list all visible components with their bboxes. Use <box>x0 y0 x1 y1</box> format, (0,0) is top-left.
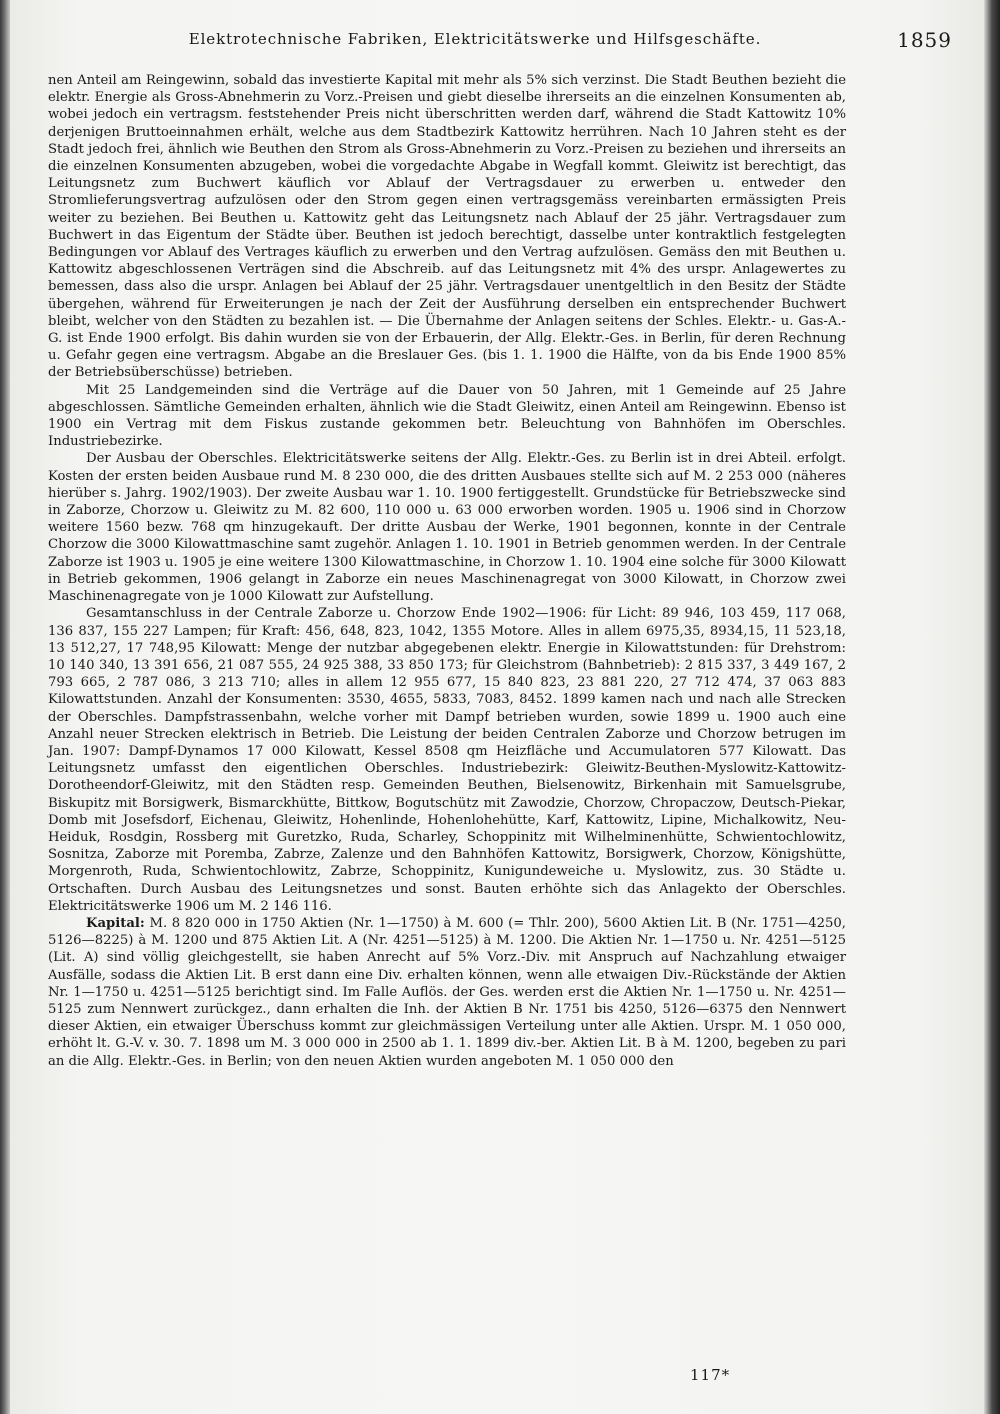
page-number: 1859 <box>897 28 952 52</box>
paragraph: nen Anteil am Reingewinn, sobald das investierte Kapital mit mehr als 5% sich verzinst. Die Stadt Beuthen bezieht die elektr. Energie als Gross-Abnehmerin zu Vorz.-Preisen und giebt dieselbe ihrerseits an die einzelnen Konsumenten ab, wobei jedoch ein vertragsm. feststehender Preis nicht überschritten werden darf, während die Stadt Kattowitz 10% derjenigen Bruttoeinnahmen erhält, welche aus dem Stadtbezirk Kattowitz herrühren. Nach 10 Jahren steht es der Stadt jedoch frei, ähnlich wie Beuthen den Strom als Gross-Abnehmerin zu Vorz.-Preisen zu beziehen und ihrerseits an die einzelnen Konsumenten abzugeben, wobei die vorgedachte Abgabe in Wegfall kommt. Gleiwitz ist berechtigt, das Leitungsnetz zum Buchwert käuflich vor Ablauf der Vertragsdauer zu erwerben u. entweder den Stromlieferungsvertrag aufzulösen oder den Strom gegen einen vertragsgemäss vereinbarten ermässigten Preis weiter zu beziehen. Bei Beuthen u. Kattowitz geht das Leitungsnetz nach Ablauf der 25 jähr. Vertragsdauer zum Buchwert in das Eigentum der Städte über. Beuthen ist jedoch berechtigt, dasselbe unter kontraktlich festgelegten Bedingungen vor Ablauf des Vertrages käuflich zu erwerben und den Vertrag aufzulösen. Gemäss den mit Beuthen u. Kattowitz abgeschlossenen Verträgen sind die Abschreib. auf das Leitungsnetz mit 4% des urspr. Anlagewertes zu bemessen, dass also die urspr. Anlagen bei Ablauf der 25 jähr. Vertragsdauer unentgeltlich in den Besitz der Städte übergehen, während für Erweiterungen je nach der Zeit der Ausführung derselben ein entsprechender Buchwert bleibt, welcher von den Städten zu bezahlen ist. — Die Übernahme der Anlagen seitens der Schles. Elektr.- u. Gas-A.-G. ist Ende 1900 erfolgt. Bis dahin wurden sie von der Erbauerin, der Allg. Elektr.-Ges. in Berlin, für deren Rechnung u. Gefahr gegen eine vertragsm. Abgabe an die Breslauer Ges. (bis 1. 1. 1900 die Hälfte, von da bis Ende 1900 85% der Betriebsüberschüsse) betrieben. <box>48 73 846 381</box>
running-title: Elektrotechnische Fabriken, Elektricitätswerke und Hilfsgeschäfte. <box>188 30 762 48</box>
page-header <box>60 28 952 58</box>
capital-label: Kapital: <box>86 915 145 931</box>
capital-text: M. 8 820 000 in 1750 Aktien (Nr. 1—1750) à M. 600 (= Thlr. 200), 5600 Aktien Lit. B (Nr. 1751—4250, 5126—8225) à M. 1200 und 875 Aktien Lit. A (Nr. 4251—5125) à M. 1200. Die Aktien Nr. 1—1750 u. Nr. 4251—5125 (Lit. A) sind völlig gleichgestellt, sie haben Anrecht auf 5% Vorz.-Div. mit Anspruch auf Nachzahlung etwaiger Ausfälle, sodass die Aktien Lit. B erst dann eine Div. erhalten können, wenn alle etwaigen Div.-Rückstände der Aktien Nr. 1—1750 u. 4251—5125 berichtigt sind. Im Falle Auflös. der Ges. werden erst die Aktien Nr. 1—1750 u. Nr. 4251—5125 zum Nennwert zurückgez., dann erhalten die Inh. der Aktien B Nr. 1751 bis 4250, 5126—6375 den Nennwert dieser Aktien, ein etwaiger Überschuss kommt zur gleichmässigen Verteilung unter alle Aktien. Urspr. M. 1 050 000, erhöht lt. G.-V. v. 30. 7. 1898 um M. 3 000 000 in 2500 ab 1. 1. 1899 div.-ber. Aktien Lit. B à M. 1200, begeben zu pari an die Allg. Elektr.-Ges. in Berlin; von den neuen Aktien wurden angeboten M. 1 050 000 den <box>48 915 846 1069</box>
article-body <box>48 72 846 1070</box>
paragraph: Der Ausbau der Oberschles. Elektricitätswerke seitens der Allg. Elektr.-Ges. zu Berlin ist in drei Abteil. erfolgt. Kosten der ersten beiden Ausbaue rund M. 8 230 000, die des dritten Ausbaues stellte sich auf M. 2 253 000 (näheres hierüber s. Jahrg. 1902/1903). Der zweite Ausbau war 1. 10. 1900 fertiggestellt. Grundstücke für Betriebszwecke sind in Zaborze, Chorzow u. Gleiwitz zu M. 82 600, 110 000 u. 63 000 erworben worden. 1905 u. 1906 sind in Chorzow weitere 1560 bezw. 768 qm hinzugekauft. Der dritte Ausbau der Werke, 1901 begonnen, konnte in der Centrale Chorzow die 3000 Kilowattmaschine samt zugehör. Anlagen 1. 10. 1901 in Betrieb genommen werden. In der Centrale Zaborze ist 1903 u. 1905 je eine weitere 1300 Kilowattmaschine, in Chorzow 1. 10. 1904 eine solche für 3000 Kilowatt in Betrieb gekommen, 1906 gelangt in Zaborze ein neues Maschinenagregat von 3000 Kilowatt, in Chorzow zwei Maschinenagregate von je 1000 Kilowatt zur Aufstellung. <box>48 451 846 605</box>
capital-paragraph <box>48 915 846 1070</box>
paragraph: Mit 25 Landgemeinden sind die Verträge auf die Dauer von 50 Jahren, mit 1 Gemeinde auf 25 Jahre abgeschlossen. Sämtliche Gemeinden erhalten, ähnlich wie die Stadt Gleiwitz, einen Anteil am Reingewinn. Ebenso ist 1900 ein Vertrag mit dem Fiskus zustande gekommen betr. Beleuchtung von Bahnhöfen im Oberschles. Industriebezirke. <box>48 382 846 450</box>
paragraph: Gesamtanschluss in der Centrale Zaborze u. Chorzow Ende 1902—1906: für Licht: 89 946, 103 459, 117 068, 136 837, 155 227 Lampen; für Kraft: 456, 648, 823, 1042, 1355 Motore. Alles in allem 6975,35, 8934,15, 11 523,18, 13 512,27, 17 748,95 Kilowatt: Menge der nutzbar abgegebenen elektr. Energie in Kilowattstunden: für Drehstrom: 10 140 340, 13 391 656, 21 087 555, 24 925 388, 33 850 173; für Gleichstrom (Bahnbetrieb): 2 815 337, 3 449 167, 2 793 665, 2 787 086, 3 213 710; alles in allem 12 955 677, 15 840 823, 23 881 220, 27 712 474, 37 063 883 Kilowattstunden. Anzahl der Konsumenten: 3530, 4655, 5833, 7083, 8452. 1899 kamen nach und nach alle Strecken der Oberschles. Dampfstrassenbahn, welche vorher mit Dampf betrieben wurden, sowie 1899 u. 1900 auch eine Anzahl neuer Strecken elektrisch in Betrieb. Die Leistung der beiden Centralen Zaborze und Chorzow betrugen im Jan. 1907: Dampf-Dynamos 17 000 Kilowatt, Kessel 8508 qm Heizfläche und Accumulatoren 577 Kilowatt. Das Leitungsnetz umfasst den eigentlichen Oberschles. Industriebezirk: Gleiwitz-Beuthen-Myslowitz-Kattowitz-Dorotheendorf-Gleiwitz, mit den Städten resp. Gemeinden Beuthen, Bielsenowitz, Birkenhain mit Samuelsgrube, Biskupitz mit Borsigwerk, Bismarckhütte, Bittkow, Bogutschütz mit Zawodzie, Chorzow, Chropaczow, Deutsch-Piekar, Domb mit Josefsdorf, Eichenau, Gleiwitz, Hohenlinde, Hohenlohehütte, Karf, Kattowitz, Lipine, Michalkowitz, Neu-Heiduk, Rosdgin, Rossberg mit Guretzko, Ruda, Scharley, Schoppinitz mit Wilhelminenhütte, Schwientochlowitz, Sosnitza, Zaborze mit Poremba, Zabrze, Zalenze und den Bahnhöfen Kattowitz, Borsigwerk, Chorzow, Königshütte, Morgenroth, Ruda, Schwientochlowitz, Zabrze, Schoppinitz, Kunigundeweiche u. Myslowitz, zus. 30 Städte u. Ortschaften. Durch Ausbau des Leitungsnetzes und sonst. Bauten erhöhte sich das Anlagekto der Oberschles. Elektricitätswerke 1906 um M. 2 146 116. <box>48 606 846 914</box>
binding-shadow-right <box>984 0 1000 1414</box>
signature-mark: 117* <box>690 1366 731 1384</box>
binding-shadow-left <box>0 0 10 1414</box>
